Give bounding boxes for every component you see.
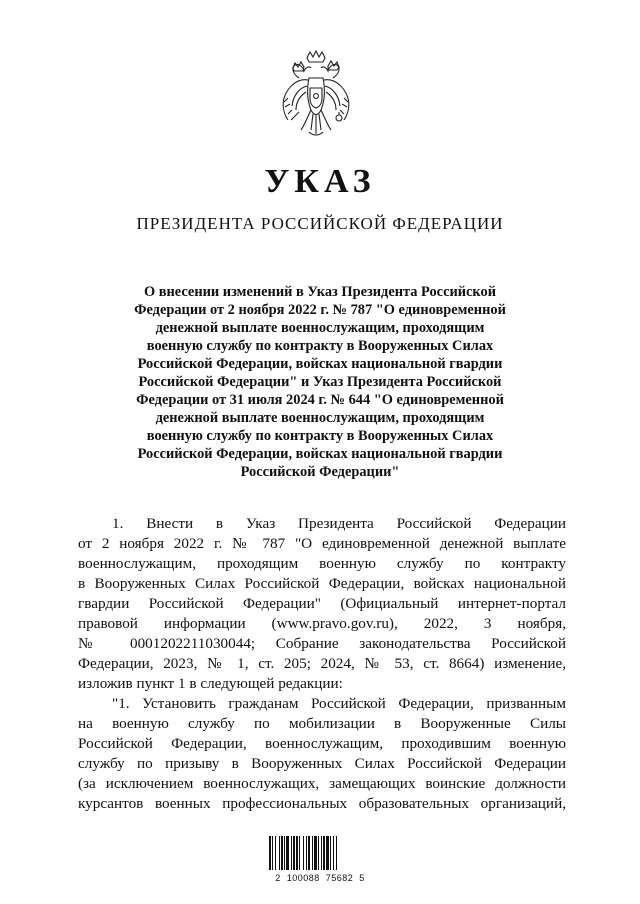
body-line: службу по призыву в Вооруженных Силах Российской Федерации [78, 755, 566, 772]
title-line: денежной выплате военнослужащим, проходящим [155, 410, 485, 426]
body-line: № 0001202211030044; Собрание законодательства Российской [78, 635, 566, 652]
title-line: Российской Федерации, войсках национальной гвардии [137, 446, 503, 462]
body-line: на военную службу по мобилизации в Вооруженные Силы [78, 715, 566, 732]
title-line: Российской Федерации, войсках национальной гвардии [137, 356, 503, 372]
body-line: (за исключением военнослужащих, замещающих воинские должности [78, 775, 566, 792]
title-line: Российской Федерации" и Указ Президента Российской [138, 374, 502, 390]
body-line: правовой информации (www.pravo.gov.ru), 2022, 3 ноября, [78, 615, 566, 632]
barcode-number: 2 100088 75682 5 [275, 873, 365, 883]
body-line: в Вооруженных Силах Российской Федерации, войсках национальной [78, 575, 566, 592]
body-line: курсантов военных профессиональных образовательных организаций, [78, 795, 566, 812]
title-line: О внесении изменений в Указ Президента Российской [143, 284, 497, 300]
body-line: "1. Установить гражданам Российской Федерации, призванным [112, 695, 566, 712]
decree-body [78, 514, 566, 814]
body-line: военнослужащим, проходящим военную службу по контракту [78, 555, 566, 572]
title-line: денежной выплате военнослужащим, проходящим [155, 320, 485, 336]
title-line: Федерации от 2 ноября 2022 г. № 787 "О единовременной [134, 302, 506, 318]
title-line: военную службу по контракту в Вооруженных Силах [146, 338, 494, 354]
title-line: Федерации от 31 июля 2024 г. № 644 "О единовременной [136, 392, 504, 408]
coat-of-arms-icon [273, 48, 359, 146]
title-line: военную службу по контракту в Вооруженных Силах [146, 428, 494, 444]
body-line: гвардии Российской Федерации" (Официальный интернет-портал [78, 595, 566, 612]
body-line: 1. Внести в Указ Президента Российской Федерации [112, 515, 566, 532]
decree-title [100, 283, 540, 481]
body-line: изложив пункт 1 в следующей редакции: [78, 675, 343, 692]
issuer-heading: ПРЕЗИДЕНТА РОССИЙСКОЙ ФЕДЕРАЦИИ [136, 214, 504, 233]
body-line: от 2 ноября 2022 г. № 787 "О единовременной денежной выплате [78, 535, 566, 552]
document-type-heading: УКАЗ [264, 163, 376, 200]
title-line: Российской Федерации" [240, 464, 400, 480]
barcode-icon [267, 834, 371, 872]
body-line: Российской Федерации, военнослужащим, проходившим военную [78, 735, 566, 752]
body-line: Федерации, 2023, № 1, ст. 205; 2024, № 53, ст. 8664) изменение, [78, 655, 566, 672]
